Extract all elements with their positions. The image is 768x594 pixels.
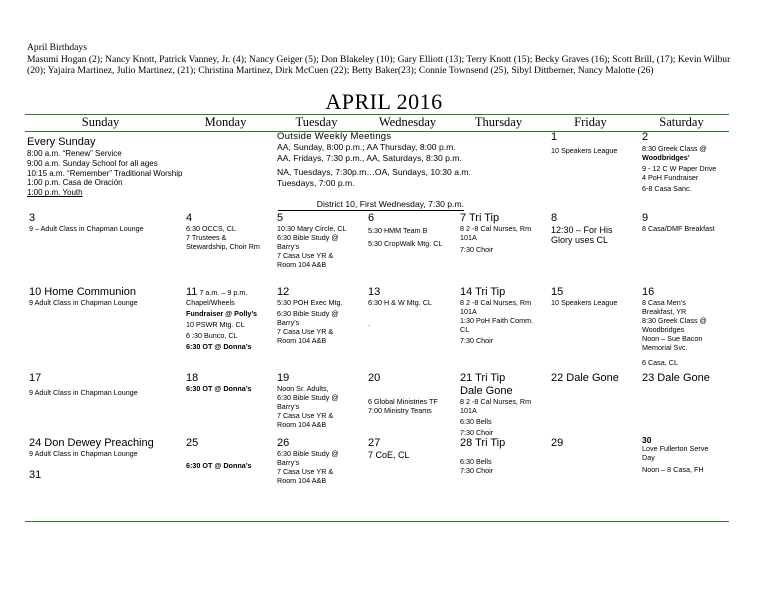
day-number: 2 bbox=[642, 131, 649, 143]
day-number-value: 11 bbox=[186, 286, 198, 298]
day-cell-19 bbox=[277, 372, 365, 430]
day-cell-20 bbox=[368, 372, 456, 416]
outside-meetings-line: Tuesdays, 7:00 p.m. bbox=[277, 178, 355, 188]
event-line: Room 104 A&B bbox=[277, 419, 327, 429]
day-cell-3 bbox=[29, 212, 179, 234]
event-line: Glory uses CL bbox=[551, 235, 609, 245]
day-number: 27 bbox=[368, 437, 381, 449]
event-line: Love Fullerton Serve bbox=[642, 444, 709, 453]
event-line: 4 PoH Fundraiser bbox=[642, 172, 699, 182]
day-name-monday: Monday bbox=[204, 115, 247, 129]
event-line: 6:30 OT @ Donna’s bbox=[186, 341, 252, 351]
event-line: 7:30 Choir bbox=[460, 244, 494, 254]
event-line: Barry’s bbox=[277, 401, 300, 411]
event-line: 7:30 Choir bbox=[460, 335, 494, 345]
event-line: Day bbox=[642, 452, 655, 462]
event-line: 10 PSWR Mtg. CL bbox=[186, 319, 245, 329]
event-line: Noon – 8 Casa, FH bbox=[642, 464, 704, 474]
day-number: 10 Home Communion bbox=[29, 286, 136, 298]
event-line: 9 Adult Class in Chapman Lounge bbox=[29, 298, 138, 307]
day-cell-14 bbox=[460, 286, 548, 346]
every-sunday-line: 9:00 a.m. Sunday School for all ages bbox=[27, 158, 158, 168]
event-line: 5:30 POH Exec Mtg. bbox=[277, 298, 343, 307]
day-name-tuesday: Tuesday bbox=[295, 115, 338, 129]
every-sunday-line: 8:00 a.m. “Renew” Service bbox=[27, 149, 122, 158]
every-sunday-line: 10:15 a.m. “Remember” Traditional Worship bbox=[27, 168, 183, 178]
event-line: 7:00 Ministry Teams bbox=[368, 405, 432, 415]
day-number: 19 bbox=[277, 372, 290, 384]
day-name-thursday: Thursday bbox=[474, 115, 523, 129]
event-line: 9 - 12 C W Paper Drive bbox=[642, 163, 717, 173]
day-cell-15 bbox=[551, 286, 639, 308]
event-line: 6:30 Bells bbox=[460, 416, 492, 426]
day-number: 30 bbox=[642, 435, 652, 445]
outside-meetings-block bbox=[277, 131, 542, 189]
day-cell-18 bbox=[186, 372, 274, 394]
event-line: Chapel/Wheels bbox=[186, 298, 235, 307]
day-number: 1 bbox=[551, 131, 558, 143]
event-line: 7 Trustees & bbox=[186, 232, 227, 242]
day-cell-21 bbox=[460, 372, 548, 438]
day-number-suffix: 7 a.m. – 9 p.m. bbox=[197, 288, 248, 297]
day-cell-8 bbox=[551, 212, 639, 245]
day-cell-10 bbox=[29, 286, 179, 308]
event-line: Barry’s bbox=[277, 317, 300, 327]
day-number: 21 Tri Tip bbox=[460, 372, 506, 384]
day-cell-16 bbox=[642, 286, 732, 368]
event-line: . bbox=[368, 318, 370, 328]
event-line: 8 2 -8 Cal Nurses, Rm bbox=[460, 224, 532, 233]
day-number: 13 bbox=[368, 286, 381, 298]
day-number: 9 bbox=[642, 212, 649, 224]
outside-meetings-line: AA, Sunday, 8:00 p.m.; AA Thursday, 8:00 p.m. bbox=[277, 142, 456, 152]
event-line: 7:30 Choir bbox=[460, 427, 494, 437]
day-number: 22 Dale Gone bbox=[551, 372, 619, 384]
event-line: Barry’s bbox=[277, 241, 300, 251]
day-number: 6 bbox=[368, 212, 375, 224]
event-line: Room 104 A&B bbox=[277, 259, 327, 269]
outside-meetings-line: AA, Fridays, 7:30 p.m., AA, Saturdays, 8:30 p.m. bbox=[277, 153, 462, 163]
event-line: 7 CoE, CL bbox=[368, 450, 410, 460]
event-line: Woodbridges bbox=[642, 324, 685, 334]
event-line: 6 Global Ministries TF bbox=[368, 397, 438, 406]
event-line: 9 Adult Class in Chapman Lounge bbox=[29, 388, 138, 397]
event-line: 9 Adult Class in Chapman Lounge bbox=[29, 449, 138, 458]
event-line: 6:30 H & W Mtg. CL bbox=[368, 298, 432, 307]
day-number-line2: Dale Gone bbox=[460, 385, 513, 397]
outside-meetings-heading: Outside Weekly Meetings bbox=[277, 131, 392, 142]
event-line: 6-8 Casa Sanc. bbox=[642, 183, 692, 193]
event-line: 101A bbox=[460, 405, 477, 415]
event-line: 6 :30 Bunco, CL bbox=[186, 330, 238, 340]
day-cell-29 bbox=[551, 437, 639, 450]
day-number: 3 bbox=[29, 212, 36, 224]
day-cell-6 bbox=[368, 212, 456, 249]
day-cell-17 bbox=[29, 372, 179, 398]
calendar-bottom-rule bbox=[25, 521, 729, 522]
day-names-row bbox=[25, 115, 729, 131]
event-line: 6:30 OT @ Donna’s bbox=[186, 461, 252, 470]
day-number: 14 Tri Tip bbox=[460, 286, 506, 298]
birthdays-heading: April Birthdays bbox=[27, 42, 87, 53]
day-number: 5 bbox=[277, 212, 284, 224]
event-line: 6:30 Bible Study @ bbox=[277, 449, 339, 458]
event-line: 10:30 Mary Circle, CL bbox=[277, 224, 347, 233]
event-line: 9 – Adult Class in Chapman Lounge bbox=[29, 224, 144, 233]
event-line: Memorial Svc. bbox=[642, 342, 688, 352]
event-line: 10 Speakers League bbox=[551, 298, 618, 307]
day-cell-28 bbox=[460, 437, 548, 476]
day-number: 7 Tri Tip bbox=[460, 212, 500, 224]
event-line: Woodbridges’ bbox=[642, 152, 690, 162]
day-number: 20 bbox=[368, 372, 381, 384]
event-line: 7 Casa Use YR & bbox=[277, 466, 334, 476]
day-cell-2 bbox=[642, 131, 732, 194]
event-line: Barry’s bbox=[277, 457, 300, 467]
day-number: 28 Tri Tip bbox=[460, 437, 506, 449]
day-number: 24 Don Dewey Preaching bbox=[29, 437, 154, 449]
day-number: 8 bbox=[551, 212, 558, 224]
event-line: 8 2 -8 Cal Nurses, Rm bbox=[460, 298, 532, 307]
day-cell-12 bbox=[277, 286, 365, 346]
outside-meetings-line: NA, Tuesdays, 7:30p.m…OA, Sundays, 10:30 a.m. bbox=[277, 167, 471, 177]
event-line: 6 Casa, CL bbox=[642, 358, 678, 368]
day-number: 25 bbox=[186, 437, 199, 449]
event-line: 8 2 -8 Cal Nurses, Rm bbox=[460, 397, 532, 406]
day-cell-9 bbox=[642, 212, 732, 234]
day-number: 16 bbox=[642, 286, 655, 298]
day-name-friday: Friday bbox=[574, 115, 607, 129]
event-line: 7 Casa Use YR & bbox=[277, 410, 334, 420]
event-line: 6:30 Bible Study @ bbox=[277, 232, 339, 242]
event-line: 7:30 Choir bbox=[460, 465, 494, 475]
event-line: Stewardship, Choir Rm bbox=[186, 241, 260, 251]
event-line: 6:30 Bells bbox=[460, 457, 492, 466]
day-number: 18 bbox=[186, 372, 199, 384]
event-line: 6:30 OT @ Donna’s bbox=[186, 384, 252, 393]
every-sunday-line: 1:00 p.m. Youth bbox=[27, 188, 83, 198]
event-line: 8 Casa Men’s bbox=[642, 298, 686, 307]
event-line: 6:30 Bible Study @ bbox=[277, 308, 339, 318]
every-sunday-heading: Every Sunday bbox=[27, 136, 96, 148]
event-line: 5:30 HMM Team B bbox=[368, 226, 428, 235]
event-line: 12:30 – For His bbox=[551, 225, 613, 235]
event-line: Breakfast, YR bbox=[642, 306, 687, 316]
birthdays-list: Masumi Hogan (2); Nancy Knott, Patrick Vanney, Jr. (4); Nancy Geiger (5); Don Blakeley (10); Gary Elliott (13); Terry Knott (15); Becky Graves (16); Scott Brill, (17); Kevin Wilbur (20); Yajaira Martinez, Julio Martinez, (21); Christina Martinez, Dirk McCuen (22); Betty Baker(23); Connie Townsend (25), Sibyl Dittberner, Nancy Malotte (26) bbox=[27, 53, 731, 77]
event-line: CL bbox=[460, 324, 470, 334]
day-number: 23 Dale Gone bbox=[642, 372, 710, 384]
event-line: 1:30 PoH Faith Comm. bbox=[460, 315, 534, 325]
calendar-title: APRIL 2016 bbox=[325, 89, 443, 114]
day-cell-25 bbox=[186, 437, 274, 471]
day-cell-11 bbox=[186, 286, 274, 352]
event-line: 6:30 Bible Study @ bbox=[277, 392, 339, 402]
every-sunday-block bbox=[27, 135, 187, 198]
day-number: 29 bbox=[551, 437, 564, 449]
day-name-wednesday: Wednesday bbox=[378, 115, 437, 129]
day-cell-4 bbox=[186, 212, 274, 252]
event-line: Room 104 A&B bbox=[277, 475, 327, 485]
event-line: 6:30 OCCS, CL bbox=[186, 224, 236, 233]
day-number: 4 bbox=[186, 212, 193, 224]
event-line: Noon Sr. Adults, bbox=[277, 384, 329, 393]
district-meeting: District 10, First Wednesday, 7:30 p.m. bbox=[278, 199, 464, 211]
day-cell-5 bbox=[277, 212, 365, 270]
day-cell-22 bbox=[551, 372, 639, 385]
day-cell-23 bbox=[642, 372, 732, 385]
event-line: Noon – Sue Bacon bbox=[642, 333, 703, 343]
event-line: 8:30 Greek Class @ bbox=[642, 315, 707, 325]
day-number: 26 bbox=[277, 437, 290, 449]
day-name-saturday: Saturday bbox=[659, 115, 704, 129]
birthdays-block bbox=[27, 42, 737, 77]
day-number: 15 bbox=[551, 286, 564, 298]
day-number: 17 bbox=[29, 372, 42, 384]
day-number: 12 bbox=[277, 286, 290, 298]
event-line: 101A bbox=[460, 232, 477, 242]
event-line: 7 Casa Use YR & bbox=[277, 326, 334, 336]
day-cell-7 bbox=[460, 212, 548, 255]
day-number-31: 31 bbox=[29, 468, 42, 481]
event-line: 101A bbox=[460, 306, 477, 316]
event-line: Room 104 A&B bbox=[277, 335, 327, 345]
day-cell-24 bbox=[29, 437, 179, 482]
day-cell-30 bbox=[642, 435, 732, 475]
event-line: 8 Casa/DMF Breakfast bbox=[642, 224, 715, 233]
day-cell-27 bbox=[368, 437, 456, 460]
event-line: Fundraiser @ Polly’s bbox=[186, 308, 258, 318]
event-line: 8:30 Greek Class @ bbox=[642, 144, 707, 153]
day-cell-13 bbox=[368, 286, 456, 329]
event-line: 7 Casa Use YR & bbox=[277, 250, 334, 260]
day-cell-1 bbox=[551, 131, 636, 156]
event-line: 5:30 CropWalk Mtg. CL bbox=[368, 238, 443, 248]
every-sunday-line: 1:00 p.m. Casa de Oración bbox=[27, 178, 123, 188]
event-line: 10 Speakers League bbox=[551, 146, 618, 155]
day-name-sunday: Sunday bbox=[81, 115, 120, 129]
day-cell-26 bbox=[277, 437, 365, 486]
